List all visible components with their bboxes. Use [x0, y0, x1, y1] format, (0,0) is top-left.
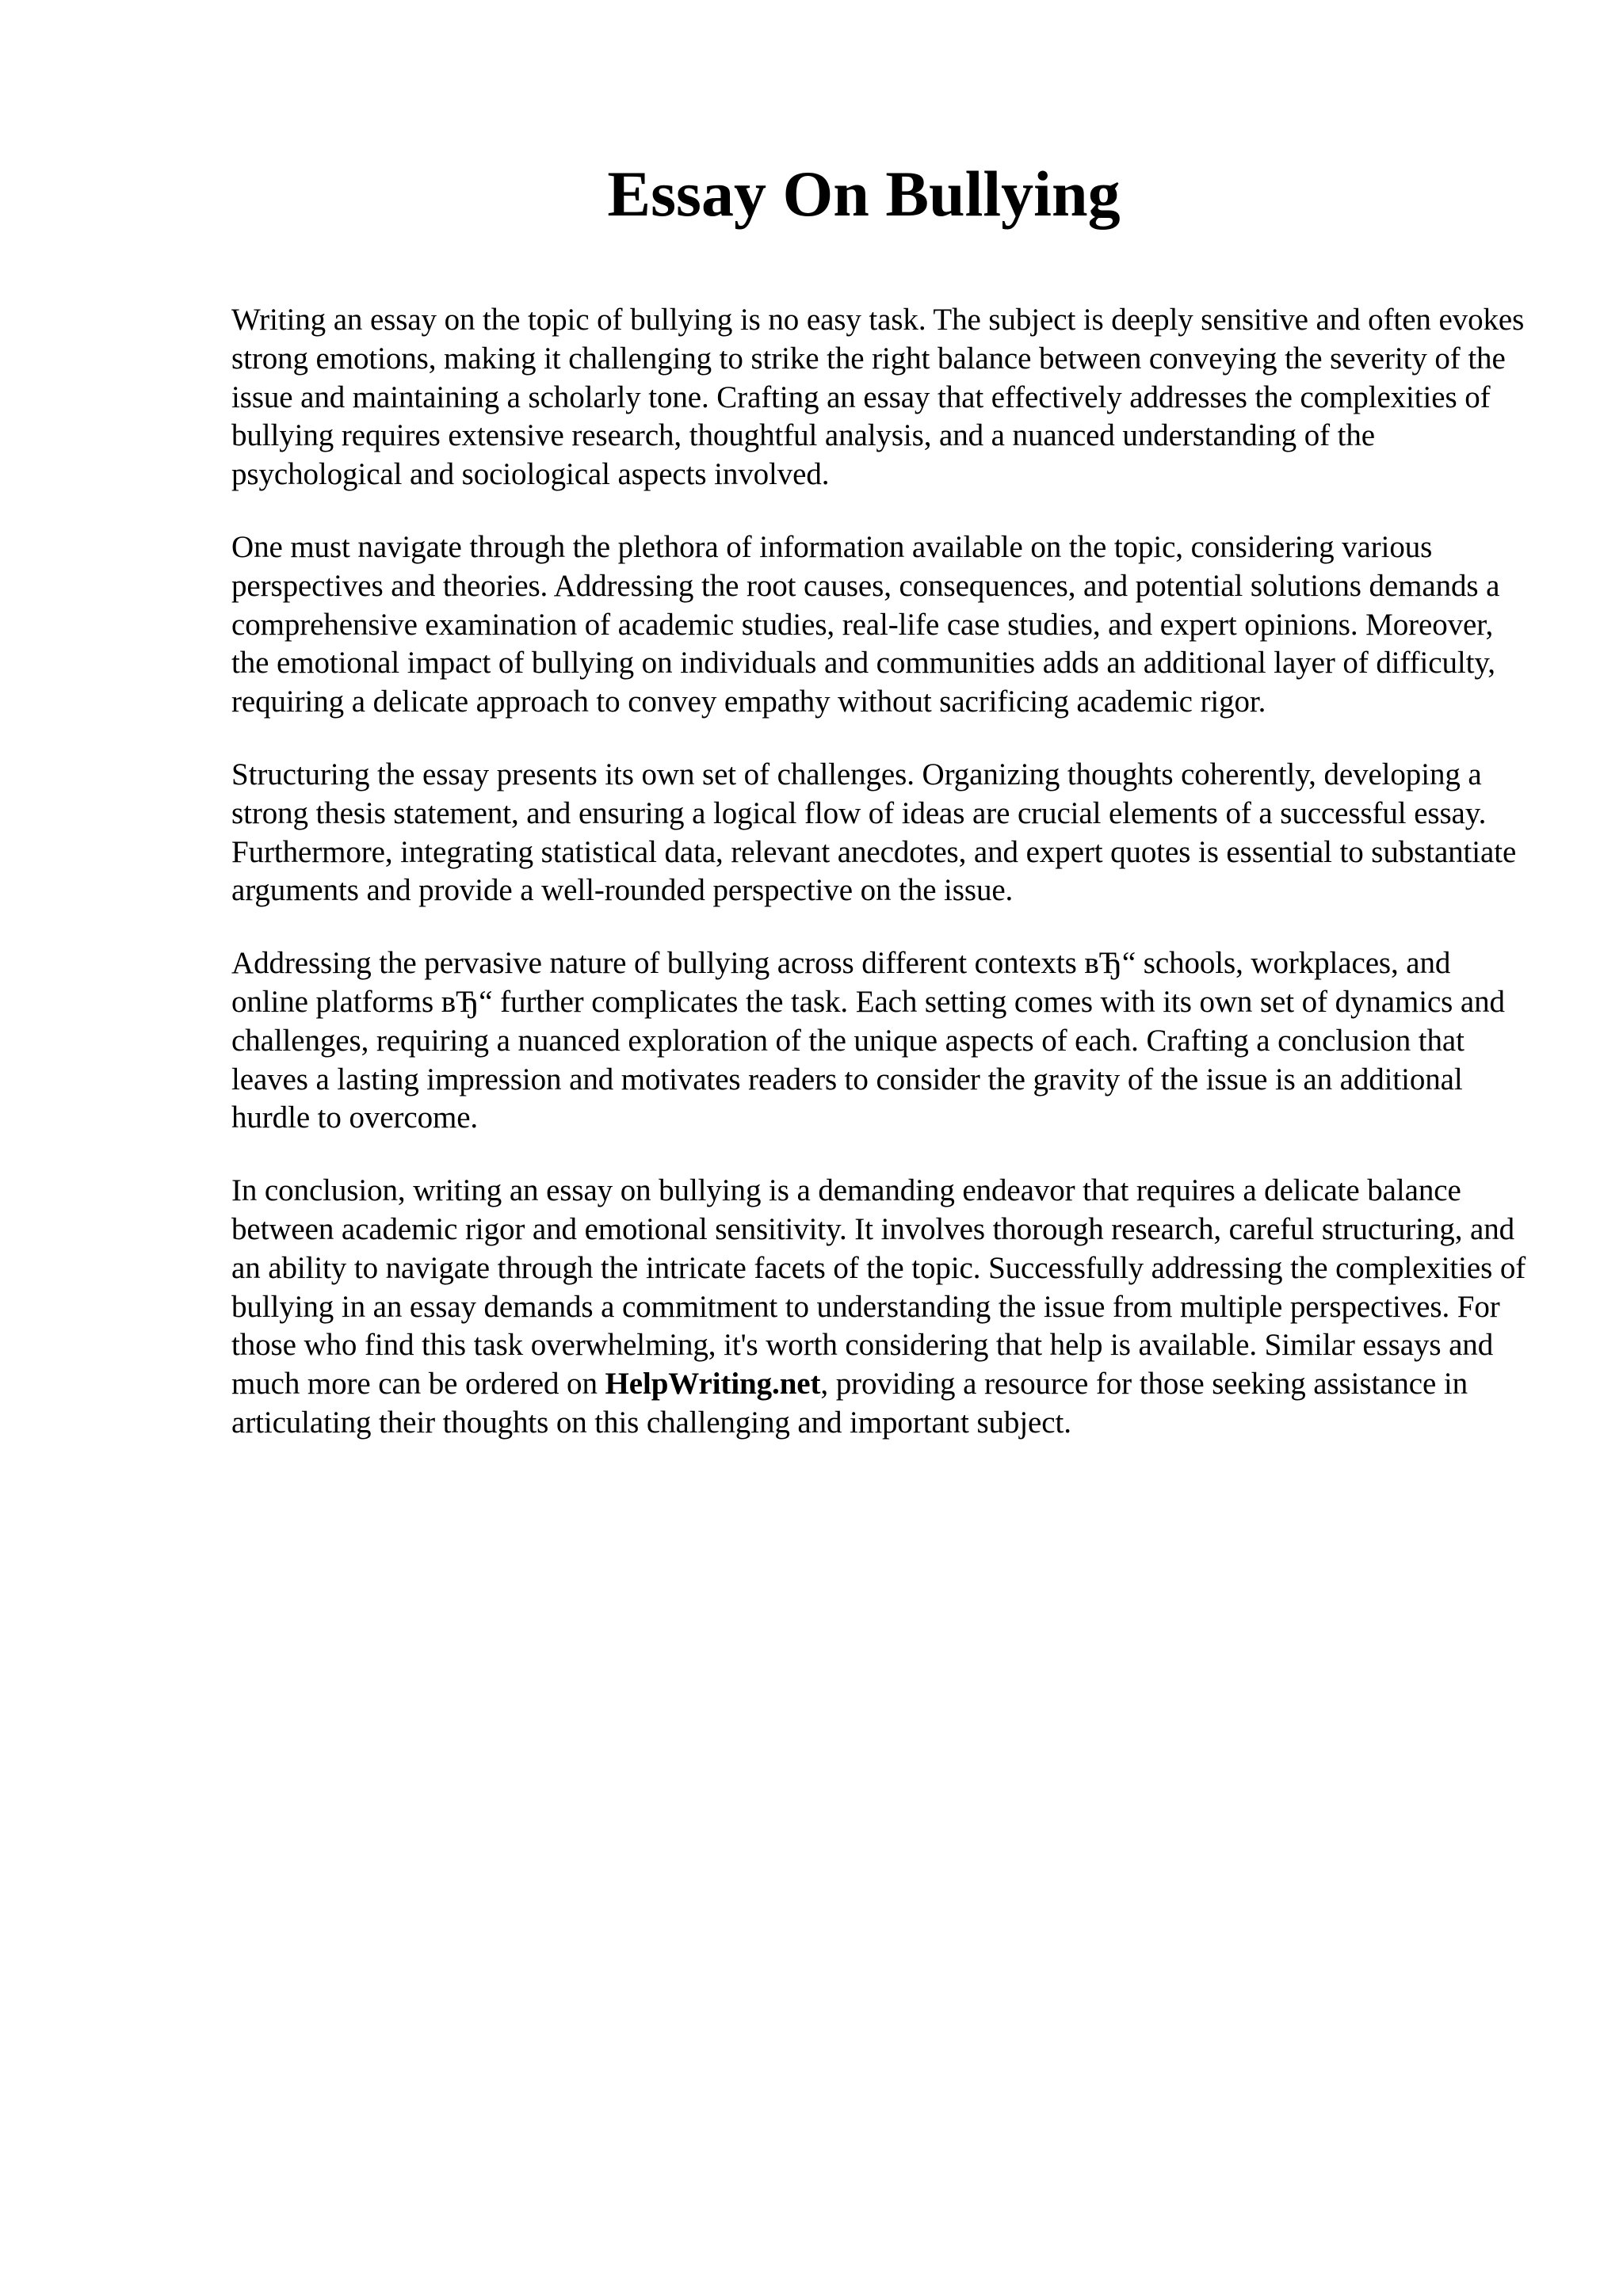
paragraph-4: Addressing the pervasive nature of bullying across different contexts вЂ“ schools, workplaces, and online platforms вЂ“ further complicates the task. Each setting comes with its own set of dynamics and challenges, requiring a nuanced exploration of the unique aspects of each. Crafting a conclusion that leaves a lasting impression and motivates readers to consider the gravity of the issue is an additional hurdle to overcome.: [231, 946, 1505, 1135]
paragraph-5: [231, 1172, 1531, 1443]
paragraph-3: Structuring the essay presents its own set of challenges. Organizing thoughts coherently, developing a strong thesis statement, and ensuring a logical flow of ideas are crucial elements of a successful essay. Furthermore, integrating statistical data, relevant anecdotes, and expert quotes is essential to substantiate arguments and provide a well-rounded perspective on the issue.: [231, 757, 1517, 908]
paragraph-5-text-before: In conclusion, writing an essay on bullying is a demanding endeavor that requires a delicate balance between academic rigor and emotional sensitivity. It involves thorough research, careful structuring, and an ability to navigate through the intricate facets of the topic. Successfully addressing the complexities of bullying in an essay demands a commitment to understanding the issue from multiple perspectives. For those who find this task overwhelming, it's worth considering that help is available. Similar essays and much more can be ordered on: [231, 1173, 1526, 1402]
brand-name: HelpWriting.net: [605, 1367, 821, 1402]
document-body: [231, 301, 1531, 1477]
paragraph-1: Writing an essay on the topic of bullying is no easy task. The subject is deeply sensitive and often evokes strong emotions, making it challenging to strike the right balance between conveying the severity of the issue and maintaining a scholarly tone. Crafting an essay that effectively addresses the complexities of bullying requires extensive research, thoughtful analysis, and a nuanced understanding of the psychological and sociological aspects involved.: [231, 303, 1525, 492]
document-title: Essay On Bullying: [607, 158, 1121, 230]
paragraph-2: One must navigate through the plethora of information available on the topic, considering various perspectives and theories. Addressing the root causes, consequences, and potential solutions demands a comprehensive examination of academic studies, real-life case studies, and expert opinions. Moreover, the emotional impact of bullying on individuals and communities adds an additional layer of difficulty, requiring a delicate approach to convey empathy without sacrificing academic rigor.: [231, 529, 1500, 719]
paragraph-5-text-after: , providing a resource for those seeking assistance in articulating their thoughts on this challenging and important subject.: [231, 1367, 1468, 1440]
